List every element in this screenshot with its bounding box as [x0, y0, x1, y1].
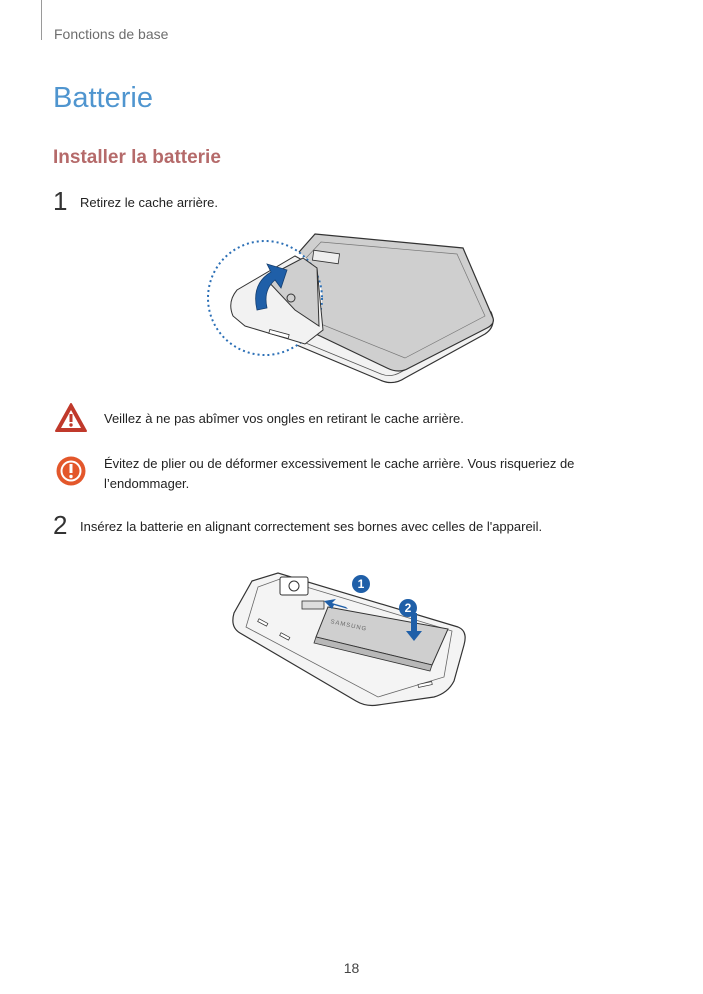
callout-2-badge: [399, 599, 417, 617]
note-caution-text: Évitez de plier ou de déformer excessivement le cache arrière. Vous risqueriez de l’endommager.: [104, 456, 575, 491]
section-header: Fonctions de base: [54, 26, 169, 42]
caution-circle-icon: [55, 455, 87, 487]
step-2-text: Insérez la batterie en alignant correctement ses bornes avec celles de l'appareil.: [80, 519, 543, 534]
step-1-number: 1: [53, 186, 68, 216]
figure-remove-back-cover: [205, 228, 505, 388]
figure-insert-battery: [228, 565, 473, 710]
step-2-number: 2: [53, 510, 68, 540]
warning-triangle-icon: [54, 402, 88, 434]
note-warning-text: Veillez à ne pas abîmer vos ongles en retirant le cache arrière.: [104, 411, 464, 426]
page-number: 18: [343, 960, 360, 976]
callout-1-label: 1: [357, 577, 365, 591]
battery-brand-label: SAMSUNG: [329, 619, 368, 633]
tablet-back-drawing: [228, 565, 473, 710]
header-divider: [41, 0, 42, 40]
page-title: Batterie: [53, 82, 153, 114]
callout-1-badge: [352, 575, 370, 593]
section-subtitle: Installer la batterie: [53, 147, 221, 168]
step-1-text: Retirez le cache arrière.: [80, 195, 218, 210]
callout-2-label: 2: [404, 601, 412, 615]
